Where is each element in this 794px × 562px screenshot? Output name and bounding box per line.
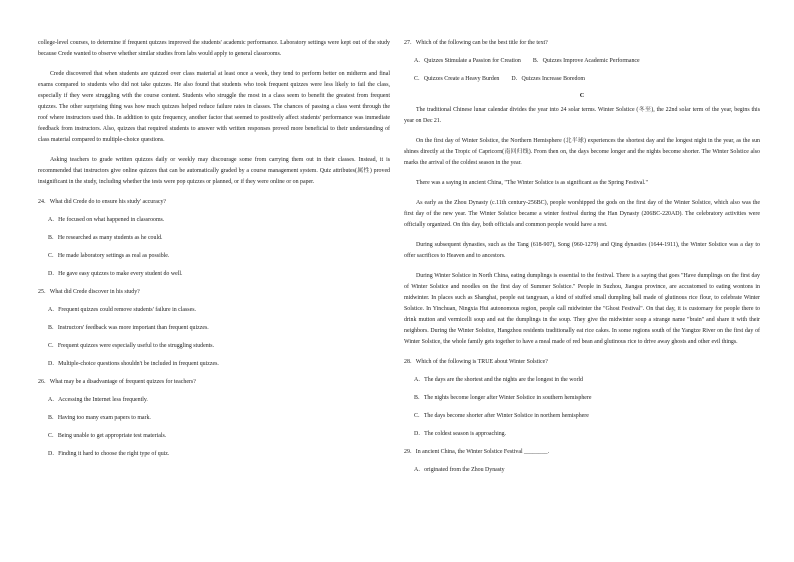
passage-paragraph: There was a saying in ancient China, "The Winter Solstice is as significant as the Spring Festival." [416,180,648,186]
q27-options-row-1 [414,56,760,67]
passage-paragraph: The traditional Chinese lunar calendar divides the year into 24 solar terms. Winter Solstice (冬至), the 22nd solar term of the year, begins this year on Dec 21. [404,107,760,124]
question-24: 24．What did Crede do to ensure his study' accuracy? [38,199,166,205]
q28-option-a: A．The days are the shortest and the nights are the longest in the world [414,377,583,383]
passage-paragraph: On the first day of Winter Solstice, the Northern Hemisphere (北半球) experiences the shortest day and the longest night in the year, as the sun shines directly at the Tropic of Capricorn(南回归线). From then on, the days become longer and the nights become shorter. The Winter Solstice also marks the arrival of the coldest season in the year. [404,138,760,166]
q24-option-a: A．He focused on what happened in classrooms. [48,217,165,223]
q25-option-a: A．Frequent quizzes could remove students' failure in classes. [48,307,196,313]
question-27: 27．Which of the following can be the best title for the text? [404,40,548,46]
q28-option-c: C．The days become shorter after Winter Solstice in northern hemisphere [414,413,589,419]
q26-option-b: B．Having too many exam papers to mark. [48,415,151,421]
q28-option-b: B．The nights become longer after Winter Solstice in southern hemisphere [414,395,592,401]
q28-option-d: D．The coldest season is approaching. [414,431,507,437]
right-column [404,38,760,483]
question-25: 25．What did Crede discover in his study? [38,289,140,295]
q26-option-a: A．Accessing the Internet less frequently. [48,397,148,403]
q24-option-c: C．He made laboratory settings as real as possible. [48,253,170,259]
passage-paragraph: Crede discovered that when students are quizzed over class material at least once a week, they tend to perform better on midterm and final exams compared to students who did not take quizzes. He also found that students who took frequent quizzes were less likely to fail the class, especially if they were struggling with the course content. Students who struggle the most in a class seem to benefit the greatest from frequent quizzes. The other surprising thing was how much quizzes helped reduce failure rates in classes. The chances of passing a class went through the roof where instructors used this. In addition to quiz frequency, another factor that seemed to positively affect students' performance was immediate feedback from instructors. Also, quizzes that required students to answer with written responses proved more beneficial to their understanding of class material compared to multiple-choice questions. [38,71,390,143]
passage-paragraph: Asking teachers to grade written quizzes daily or weekly may discourage some from carrying them out in their classes. Instead, it is recommended that instructors give online quizzes that can be automatically graded by a course management system. Quiz attributes(属性) proved insignificant in the study, including whether the tests were pop quizzes or planned, or if they were online or on paper. [38,157,390,185]
q24-option-d: D．He gave easy quizzes to make every student do well. [48,271,183,277]
q27-option-b: B．Quizzes Improve Academic Performance [532,58,640,64]
q26-option-d: D．Finding it hard to choose the right type of quiz. [48,451,170,457]
passage-paragraph: As early as the Zhou Dynasty (c.11th century-256BC), people worshipped the gods on the first day of the Winter Solstice, which also was the first day of the new year. The Winter Solstice became a winter festival during the Han Dynasty (206BC-220AD). The celebratory activities were officially organized. On this day, both officials and common people would have a rest. [404,200,760,228]
passage-paragraph: During Winter Solstice in North China, eating dumplings is essential to the festival. There is a saying that goes "Have dumplings on the first day of Winter Solstice and noodles on the first day of Summer Solstice." People in Suzhou, Jiangsu province, are accustomed to eating wontons in midwinter. In places such as Shanghai, people eat tangyuan, a kind of stuffed small dumpling ball made of glutinous rice flour, to celebrate Winter Solstice. In Yinchuan, Ningxia Hui autonomous region, people call midwinter the "Ghost Festival". On that day, it is customary for people there to drink mutton and vermicelli soup and eat the dumplings in the soup. They give the midwinter soup a strange name "brain" and share it with their neighbors. During the Winter Solstice, Hangzhou residents traditionally eat rice cakes. In some regions south of the Yangtze River on the first day of Winter Solstice, the whole family gets together to have a meal made of red bean and glutinous rice to drive away ghosts and other evil things. [404,273,760,345]
passage-paragraph: During subsequent dynasties, such as the Tang (618-907), Song (960-1279) and Qing dynasties (1644-1911), the Winter Solstice was a day to offer sacrifices to Heaven and to ancestors. [404,242,760,259]
q27-option-a: A．Quizzes Stimulate a Passion for Creation [414,58,521,64]
section-heading: C [579,92,585,99]
passage-paragraph: college-level courses, to determine if frequent quizzes improved the students' academic performance. Laboratory settings were kept out of the study because Crede wanted to observe whether similar studies from labs would apply to general classrooms. [38,40,390,57]
question-29: 29．In ancient China, the Winter Solstice Festival ________. [404,449,550,455]
q26-option-c: C．Being unable to get appropriate test materials. [48,433,167,439]
q25-option-c: C．Frequent quizzes were especially useful to the struggling students. [48,343,215,349]
left-column [38,38,390,467]
q25-option-d: D．Multiple-choice questions shouldn't be included in frequent quizzes. [48,361,219,367]
q27-option-d: D．Quizzes Increase Boredom [511,76,585,82]
q25-option-b: B．Instructors' feedback was more important than frequent quizzes. [48,325,209,331]
q29-option-a: A．originated from the Zhou Dynasty [414,467,505,473]
q27-option-c: C．Quizzes Create a Heavy Burden [414,76,500,82]
q27-options-row-2 [414,74,760,85]
question-26: 26．What may be a disadvantage of frequent quizzes for teachers? [38,379,196,385]
question-28: 28．Which of the following is TRUE about Winter Solstice? [404,359,548,365]
q24-option-b: B．He researched as many students as he could. [48,235,163,241]
